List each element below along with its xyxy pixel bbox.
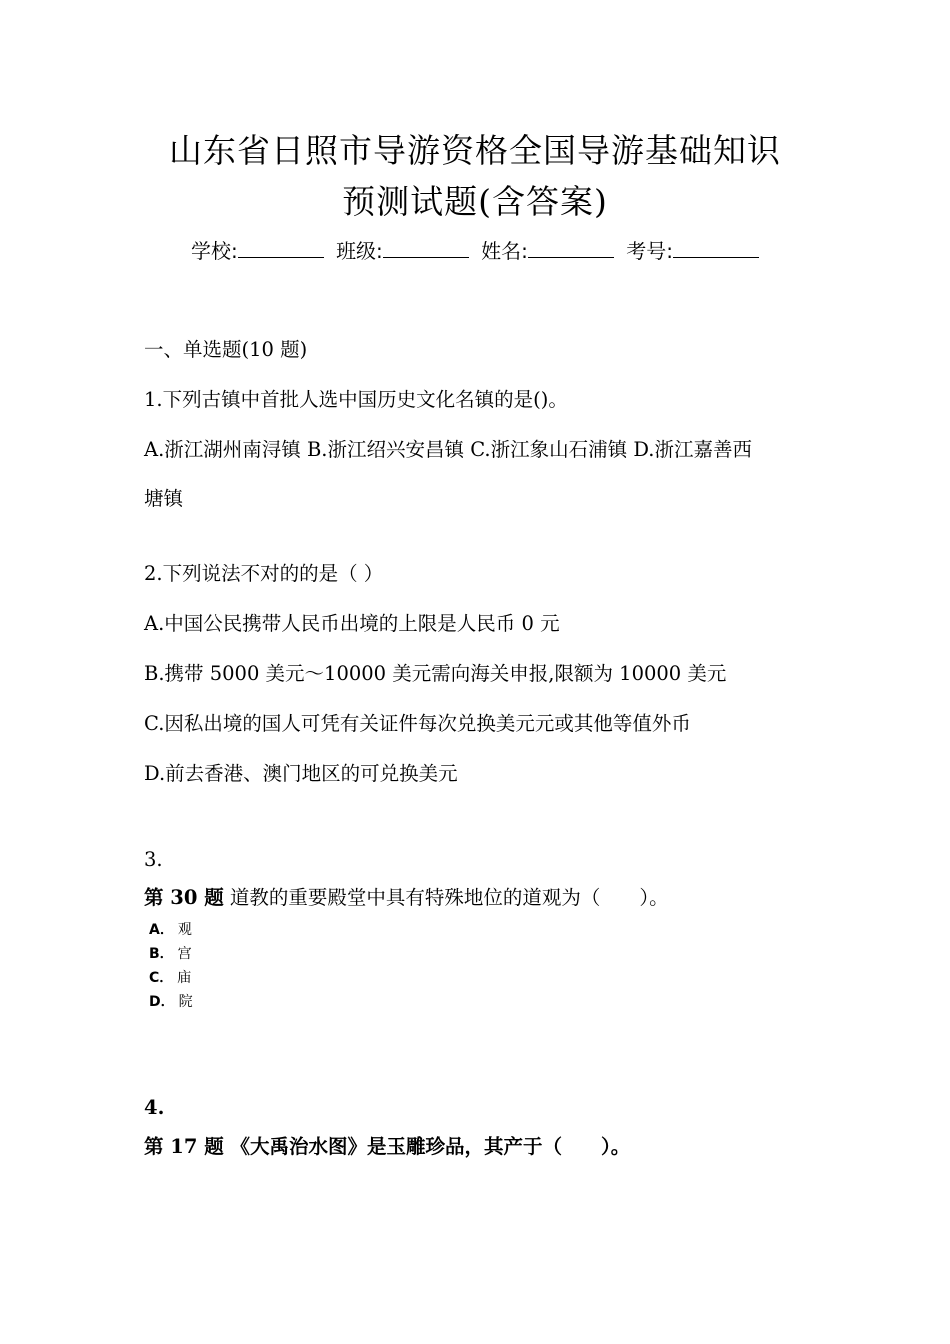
- exam-number-field: [626, 239, 759, 263]
- student-info-line: [0, 237, 950, 265]
- option-text: 宫: [177, 946, 192, 962]
- class-label: 班级:: [336, 239, 383, 263]
- section-heading: 一、单选题(10 题): [144, 338, 308, 361]
- question-2-stem: 2.下列说法不对的的是（ ）: [144, 562, 384, 585]
- question-4-stem: 第 17 题 《大禹治水图》是玉雕珍品，其产于（ ）。: [144, 1135, 631, 1158]
- question-2-option-b: B.携带 5000 美元～10000 美元需向海关申报,限额为 10000 美元: [144, 662, 727, 685]
- exam-title-line2: 预测试题(含答案): [342, 182, 608, 221]
- question-2-option-a: A.中国公民携带人民币出境的上限是人民币 0 元: [144, 612, 560, 635]
- name-field: [481, 239, 614, 263]
- option-text: 庙: [177, 970, 192, 986]
- school-label: 学校:: [190, 239, 238, 263]
- class-field: [336, 239, 469, 263]
- question-3-option-b: [149, 944, 192, 964]
- question-4-number: 4.: [144, 1096, 165, 1119]
- question-2-option-d: D.前去香港、澳门地区的可兑换美元: [144, 762, 458, 785]
- question-3-option-d: [149, 992, 193, 1012]
- question-3-text: 道教的重要殿堂中具有特殊地位的道观为（ ）。: [223, 886, 669, 909]
- class-blank: [383, 239, 469, 258]
- name-label: 姓名:: [481, 239, 528, 263]
- exam-number-blank: [673, 239, 759, 258]
- name-blank: [528, 239, 614, 258]
- question-1-options-line2: 塘镇: [144, 487, 184, 510]
- question-2-option-c: C.因私出境的国人可凭有关证件每次兑换美元元或其他等值外币: [144, 712, 691, 735]
- option-letter: D．: [149, 994, 175, 1010]
- question-1-stem: 1.下列古镇中首批人选中国历史文化名镇的是()。: [144, 388, 568, 411]
- question-3-option-c: [149, 968, 191, 988]
- option-letter: A．: [149, 922, 174, 938]
- option-text: 院: [178, 994, 193, 1010]
- option-letter: C．: [149, 970, 174, 986]
- question-3-label: 第 30 题: [144, 886, 224, 909]
- option-letter: B．: [149, 946, 174, 962]
- exam-number-label: 考号:: [626, 239, 674, 263]
- option-text: 观: [177, 922, 192, 938]
- question-3-stem: [144, 884, 669, 912]
- question-3-number: 3.: [144, 848, 163, 871]
- question-1-options-line1: A.浙江湖州南浔镇 B.浙江绍兴安昌镇 C.浙江象山石浦镇 D.浙江嘉善西: [144, 438, 752, 461]
- question-3-option-a: [149, 920, 192, 940]
- school-field: [191, 239, 324, 263]
- exam-title-line1: 山东省日照市导游资格全国导游基础知识: [169, 131, 781, 170]
- school-blank: [238, 239, 324, 258]
